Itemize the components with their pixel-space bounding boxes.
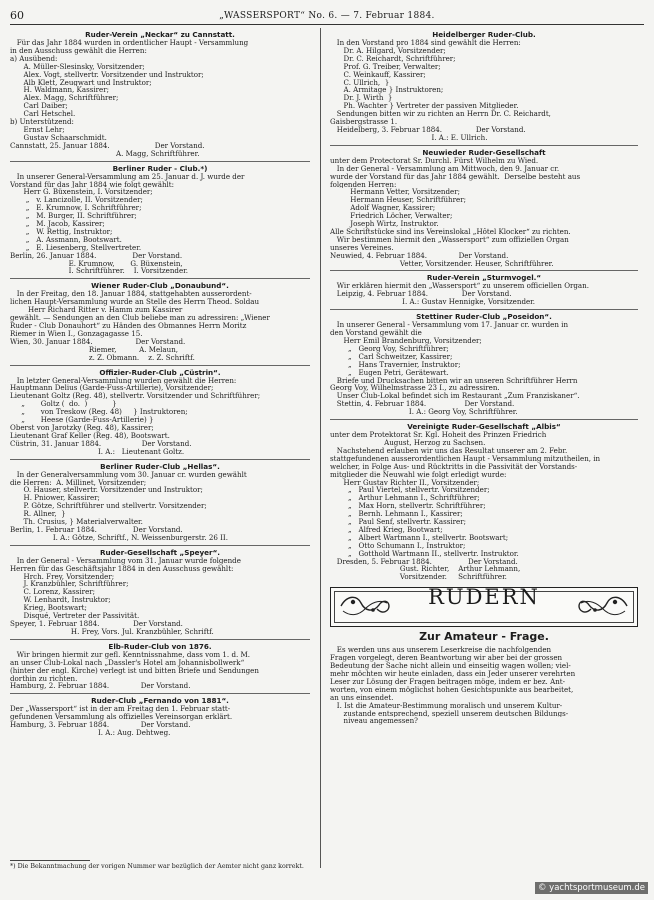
text-line: Nachstehend erlauben wir uns das Resultat unserer am 2. Febr. (330, 446, 568, 455)
text-line: Fragen vorgelegt, deren Beantwortung wir aber bei der grossen (330, 654, 563, 663)
section-title: Berliner Ruder - Club.*) (112, 163, 208, 173)
text-line: Friedrich Löcher, Verwalter; (330, 212, 453, 221)
text-line: „ E. Liesenberg, Stellvertreter. (10, 243, 142, 252)
text-line: Hamburg, 3. Februar 1884. Der Vorstand. (10, 721, 191, 730)
text-line: I. Ist die Amateur-Bestimmung moralisch und unserem Kultur- (330, 701, 563, 710)
text-line: unter dem Protectorat Sr. Durchl. Fürst Wilhelm zu Wied. (330, 156, 539, 165)
text-line: Vorstand für das Jahr 1884 wie folgt gewählt: (10, 180, 175, 189)
text-line: O. Hauser, stellvertr. Vorsitzender und Instruktor; (10, 486, 203, 495)
banner-word: RUDERN (428, 585, 540, 610)
text-line: A. Müller-Slesinsky, Vorsitzender; (10, 62, 145, 71)
text-line: Th. Crusius, } Materialverwalter. (10, 518, 143, 526)
text-line: Dr. J. Wirth } (330, 94, 393, 103)
text-line: gewählt. — Sendungen an den Club beliebe man zu adressiren: „Wiener (10, 314, 270, 322)
left-column (10, 28, 310, 738)
text-line: Georg Voy, Wilhelmstrasse 23 I., zu adressiren. (330, 384, 500, 393)
text-line: Wir erklären hiermit den „Wassersport“ zu unserem officiellen Organ. (330, 282, 589, 291)
text-line: Leipzig, 4. Februar 1884. Der Vorstand. (330, 290, 512, 299)
announcement-stettiner-ruder-club-poseidon (330, 312, 638, 416)
announcement-ruder-club-fernando-von-1881 (10, 696, 310, 737)
text-line: niveau angemessen? (330, 717, 418, 726)
text-line: dorthin zu richten. (10, 674, 78, 683)
text-line: „ W. Rettig, Instruktor; (10, 227, 113, 236)
text-line: Dr. A. Hilgard, Vorsitzender; (330, 46, 446, 55)
text-line: H. Pniower, Kassirer; (10, 494, 100, 503)
text-line: „ Georg Voy, Schriftführer; (330, 344, 449, 353)
text-line: Riemer in Wien I., Gonzagagasse 15. (10, 329, 143, 338)
text-line: zustande entsprechend, speziell unserem deutschen Bildungs- (330, 709, 569, 718)
text-line: I. A.: Georg Voy, Schriftführer. (330, 408, 518, 417)
page-number: 60 (10, 9, 24, 22)
article-body (330, 646, 638, 725)
text-line: Gustav Schaarschmidt. (10, 133, 107, 142)
text-line: Joseph Wirtz, Instruktor. (330, 220, 439, 228)
text-line: Herr G. Büxenstein, I. Vorsitzender; (10, 188, 153, 197)
text-line: Alle Schriftstücke sind ins Vereinslokal „Hôtel Klocker“ zu richten. (330, 227, 571, 236)
text-line: In den Vorstand pro 1884 sind gewählt die Herren: (330, 39, 521, 47)
text-line: Alex. Vogt, stellvertr. Vorsitzender und Instruktor; (10, 70, 204, 79)
section-separator (330, 145, 638, 146)
right-ornament-icon (577, 593, 629, 619)
section-separator (10, 459, 310, 460)
text-line: Ph. Wachter } Vertreter der passiven Mitglieder. (330, 102, 519, 111)
section-separator (10, 639, 310, 640)
text-line: Heidelberg, 3. Februar 1884. Der Vorstand. (330, 125, 526, 134)
text-line: Alex. Magg, Schriftführer; (10, 94, 119, 103)
text-line: mitglieder die Neuwahl wie folgt erledigt wurde: (330, 470, 507, 479)
text-line: I. Schriftführer. I. Vorsitzender. (10, 267, 189, 276)
text-line: August, Herzog zu Sachsen. (330, 438, 486, 447)
announcement-ruder-verein-sturmvogel (330, 273, 638, 306)
text-line: Alb Klett, Zeugwart und Instruktor; (10, 78, 152, 87)
text-line: „ Paul Senf, stellvertr. Kassirer; (330, 518, 467, 526)
text-line: worten, von einem möglichst hohen Gesichtspunkte aus bearbeitet, (330, 685, 574, 694)
section-title: Ruder-Verein „Neckar“ zu Cannstatt. (85, 30, 235, 39)
text-line: Ruder - Club Donauhort“ zu Händen des Obmannes Herrn Moritz (10, 322, 247, 330)
section-title: Wiener Ruder-Club „Donaubund“. (91, 281, 229, 291)
announcement-wiener-ruder-club-donaubund (10, 281, 310, 361)
text-line: In der Freitag, den 18. Januar 1884, stattgehabten ausserordent- (10, 290, 252, 299)
text-line: „ Eugen Petri, Gerätewart. (330, 368, 449, 377)
text-line: Unser Club-Lokal befindet sich im Restaurant „Zum Franziskaner“. (330, 392, 580, 401)
text-line: In der Generalversammlung vom 30. Januar cr. wurden gewählt (10, 470, 247, 479)
text-line: Leser zur Lösung der Fragen beitragen möge, indem er bez. Ant- (330, 677, 566, 686)
section-separator (330, 309, 638, 310)
text-line: mehr möchten wir heute einladen, dass ein Jeder unserer verehrten (330, 670, 576, 678)
text-line: I. A.: Gustav Hennigke, Vorsitzender. (330, 298, 536, 307)
text-line: H. Waldmann, Kassirer; (10, 86, 109, 95)
text-line: C. Ullrich, } (330, 78, 390, 87)
text-line: Hrch. Frey, Vorsitzender; (10, 572, 115, 581)
text-line: In letzter General-Versammlung wurden gewählt die Herren: (10, 376, 237, 385)
announcement-elb-ruder-club-von-1876 (10, 642, 310, 691)
text-line: stattgefundenen ausserordentlichen Haupt - Versammlung mitzutheilen, in (330, 454, 601, 463)
section-title: Vereinigte Ruder-Gesellschaft „Albis“ (407, 422, 561, 432)
text-line: die Herren: A. Millinet, Vorsitzender; (10, 478, 147, 487)
text-line: Berlin, 1. Februar 1884. Der Vorstand. (10, 525, 183, 534)
text-line: Herr Emil Brandenburg, Vorsitzender; (330, 337, 482, 345)
text-line: In unserer General-Versammlung am 25. Januar d. J. wurde der (10, 172, 245, 181)
text-line: Herr Richard Ritter v. Hamm zum Kassirer (10, 306, 183, 315)
text-line: Es werden uns aus unserem Leserkreise die nachfolgenden (330, 646, 552, 655)
section-separator (330, 419, 638, 420)
text-line: „ Heese (Garde-Fuss-Artillerie) } (10, 416, 154, 424)
text-line: Herren für das Geschäftsjahr 1884 in den Ausschuss gewählt: (10, 564, 234, 573)
text-line: W. Lenhardt, Instruktor; (10, 596, 111, 605)
text-line: In der General - Versammlung vom 31. Januar wurde folgende (10, 556, 241, 565)
section-separator (10, 545, 310, 546)
text-line: I. A.: Aug. Dehtweg. (10, 729, 171, 737)
text-line: Hermann Vetter, Vorsitzender; (330, 188, 461, 197)
text-line: Stettin, 4. Februar 1884. Der Vorstand. (330, 400, 515, 409)
text-line: a) Ausübend: (10, 54, 58, 63)
text-line: Für das Jahr 1884 wurden in ordentlicher Haupt - Versammlung (10, 39, 249, 47)
text-line: Riemer, A. Melaun, (10, 345, 179, 354)
section-separator (10, 278, 310, 279)
text-line: lichen Haupt-Versammlung wurde an Stelle des Herrn Theod. Soldau (10, 298, 260, 307)
text-line: Wir bringen hiermit zur gefl. Kenntnissnahme, dass vom 1. d. M. (10, 650, 251, 659)
section-title: Ruder-Gesellschaft „Speyer“. (99, 547, 221, 557)
text-line: Disqué, Vertreter der Passivität. (10, 612, 140, 620)
text-line: „ Gotthold Wartmann II., stellvertr. Instruktor. (330, 549, 519, 558)
text-line: A. Magg, Schriftführer. (10, 149, 200, 158)
section-title: Offizier-Ruder-Club „Cüstrin“. (99, 367, 221, 377)
section-title: Stettiner Ruder-Club „Poseidon“. (416, 312, 552, 322)
text-line: I. A.: Götze, Schriftf., N. Weissenburgerstr. 26 II. (10, 533, 228, 542)
announcement-berliner-ruder-club-hellas (10, 462, 310, 542)
text-line: (hinter der engl. Kirche) verlegt ist und bitten Briefe und Sendungen (10, 666, 259, 675)
text-line: Neuwied, 4. Februar 1884. Der Vorstand. (330, 251, 509, 260)
text-line: Cannstatt, 25. Januar 1884. Der Vorstand. (10, 141, 205, 150)
text-line: welcher, in Folge Aus- und Rücktritts in die Passivität der Vorstands- (330, 462, 578, 471)
text-line: Vetter, Vorsitzender. Heuser, Schriftführer. (330, 259, 554, 268)
text-line: „ Paul Viertel, stellvertr. Vorsitzender; (330, 486, 490, 495)
text-line: Cüstrin, 31. Januar 1884. Der Vorstand. (10, 439, 192, 448)
text-line: „ Goltz ( do. ) } (10, 400, 117, 409)
text-line: C. Lorenz, Kassirer; (10, 588, 96, 597)
text-line: „ Hans Travernier, Instruktor; (330, 360, 461, 369)
text-line: Der „Wassersport“ ist in der am Freitag den 1. Februar statt- (10, 705, 231, 714)
section-title: Ruder-Club „Fernando von 1881“. (91, 696, 229, 706)
announcement-berliner-ruder-club (10, 164, 310, 276)
section-separator (10, 693, 310, 694)
text-line: unter dem Protektorat Sr. Kgl. Hoheit des Prinzen Friedrich (330, 431, 547, 439)
text-line: Lieutenant Graf Keller (Reg. 48), Bootswart. (10, 431, 170, 440)
text-line: „ Albert Wartmann I., stellvertr. Bootswart; (330, 533, 509, 542)
announcement-vereinigte-ruder-gesellschaft-albis (330, 422, 638, 581)
running-title: „WASSERSPORT“ No. 6. — 7. Februar 1884. (219, 11, 435, 21)
text-line: P. Götze, Schriftführer und stellvertr. Vorsitzender; (10, 502, 207, 511)
text-line: Carl Daiber; (10, 102, 68, 111)
text-line: „ v. Lancizolle, II. Vorsitzender; (10, 196, 143, 205)
text-line: „ Carl Schweitzer, Kassirer; (330, 352, 453, 361)
announcement-offizier-ruder-club-c-strin (10, 368, 310, 456)
text-line: wurde der Vorstand für das Jahr 1884 gewählt. Derselbe besteht aus (330, 172, 581, 181)
text-line: Krieg, Bootswart; (10, 604, 87, 613)
text-line: H. Frey, Vors. Jul. Kranzbühler, Schriftf. (10, 627, 214, 636)
text-line: an uns einsendet. (330, 693, 394, 702)
text-line: In der General - Versammlung am Mittwoch, den 9. Januar cr. (330, 164, 560, 173)
text-line: „ M. Burger, II. Schriftführer; (10, 212, 137, 221)
section-separator (330, 270, 638, 271)
text-line: Wir bestimmen hiermit den „Wassersport“ zum offiziellen Organ (330, 235, 569, 244)
text-line: In unserer General - Versammlung vom 17. Januar cr. wurden in (330, 321, 569, 330)
text-line: I. A.: Lieutenant Goltz. (10, 447, 185, 456)
footnote-text: *) Die Bekanntmachung der vorigen Nummer war bezüglich der Aemter nicht ganz korrekt. (10, 863, 304, 870)
text-line: unseres Vereines. (330, 243, 394, 252)
rudern-banner (330, 587, 638, 627)
text-line: „ A. Assmann, Bootswart. (10, 235, 122, 244)
text-line: „ Bernh. Lehmann I., Kassirer; (330, 510, 463, 519)
announcement-heidelberger-ruder-club (330, 30, 638, 142)
text-line: Gust. Richter, Arthur Lehmann, (330, 565, 521, 574)
text-line: Speyer, 1. Februar 1884. Der Vorstand. (10, 620, 183, 628)
text-line: „ Otto Schumann I., Instruktor; (330, 541, 466, 550)
page-header (10, 10, 644, 25)
text-line: z. Z. Obmann. z. Z. Schriftf. (10, 353, 195, 362)
announcement-ruder-verein-neckar-zu-cannstatt (10, 30, 310, 158)
section-title: Ruder-Verein „Sturmvogel.“ (426, 273, 542, 283)
text-line: b) Unterstützend: (10, 118, 74, 126)
text-line: Vorsitzender. Schriftführer. (330, 573, 507, 582)
text-line: gefundenen Versammlung als offizielles Vereinsorgan erklärt. (10, 713, 233, 722)
text-line: „ E. Krumnow, I. Schriftführer; (10, 204, 142, 213)
right-column (330, 28, 638, 726)
right-column-announcements (330, 30, 638, 581)
text-line: Herr Gustav Richter II., Vorsitzender; (330, 478, 480, 487)
text-line: Bedeutung der Sache nicht allein und einseitig wagen wollen; viel- (330, 662, 571, 670)
text-line: Sendungen bitten wir zu richten an Herrn Dr. C. Reichardt, (330, 110, 551, 119)
text-line: an unser Club-Lokal nach „Dassler's Hotel am Johannisbollwerk“ (10, 658, 245, 667)
section-title: Berliner Ruder-Club „Hellas“. (100, 461, 220, 471)
text-line: den Vorstand gewählt die (330, 329, 422, 337)
text-line: Adolf Wagner, Kassirer; (330, 204, 436, 213)
text-line: „ Arthur Lehmann I., Schriftführer; (330, 494, 480, 503)
text-line: Briefe und Drucksachen bitten wir an unseren Schriftführer Herrn (330, 376, 578, 385)
text-line: „ Max Horn, stellvertr. Schriftführer; (330, 502, 486, 511)
text-line: Wien, 30. Januar 1884. Der Vorstand. (10, 337, 186, 346)
footnote (10, 860, 310, 870)
announcement-neuwieder-ruder-gesellschaft (330, 148, 638, 268)
announcement-ruder-gesellschaft-speyer (10, 548, 310, 636)
text-line: „ M. Jacob, Kassirer; (10, 220, 105, 228)
article-title: Zur Amateur - Frage. (419, 630, 549, 644)
section-title: Elb-Ruder-Club von 1876. (108, 641, 212, 651)
text-line: „ von Treskow (Reg. 48) } Instruktoren; (10, 408, 188, 417)
column-divider (320, 28, 321, 868)
text-line: A. Armitage } Instruktoren; (330, 86, 444, 95)
text-line: in den Ausschuss gewählt die Herren: (10, 46, 147, 55)
section-title: Neuwieder Ruder-Gesellschaft (422, 147, 546, 157)
text-line: Oberst von Jarotzky (Reg. 48), Kassirer; (10, 423, 154, 432)
text-line: J. Kranzbühler, Schriftführer; (10, 580, 129, 589)
text-line: Ernst Lehr; (10, 125, 65, 134)
text-line: „ Alfred Krieg, Bootwart; (330, 525, 443, 534)
text-line: Gaisbergstrasse 1. (330, 118, 398, 126)
section-separator (10, 161, 310, 162)
text-line: Hamburg, 2. Februar 1884. Der Vorstand. (10, 682, 191, 691)
footnote-rule (10, 860, 90, 861)
section-separator (10, 365, 310, 366)
text-line: E. Krumnow, G. Büxenstein, (10, 259, 183, 268)
text-line: Hermann Heuser, Schriftführer; (330, 196, 466, 205)
text-line: R. Allner, } (10, 510, 66, 519)
text-line: Lieutenant Goltz (Reg. 48), stellvertr. Vorsitzender und Schriftführer; (10, 392, 261, 401)
text-line: Prof. G. Treiber, Verwalter; (330, 62, 441, 71)
text-line: I. A.: E. Ullrich. (330, 133, 488, 142)
section-title: Heidelberger Ruder-Club. (432, 30, 536, 39)
text-line: Dresden, 5. Februar 1884. Der Vorstand. (330, 557, 518, 566)
text-line: Carl Hetschel. (10, 110, 76, 119)
text-line: Hauptmann Delius (Garde-Fuss-Artillerie), Vorsitzender; (10, 384, 214, 393)
text-line: C. Weinkauff, Kassirer; (330, 70, 426, 79)
text-line: folgenden Herren: (330, 180, 397, 189)
text-line: Berlin, 26. Januar 1884. Der Vorstand. (10, 251, 183, 260)
text-line: Dr. C. Reichardt, Schriftführer; (330, 54, 456, 63)
copyright-watermark: © yachtsportmuseum.de (535, 882, 648, 894)
